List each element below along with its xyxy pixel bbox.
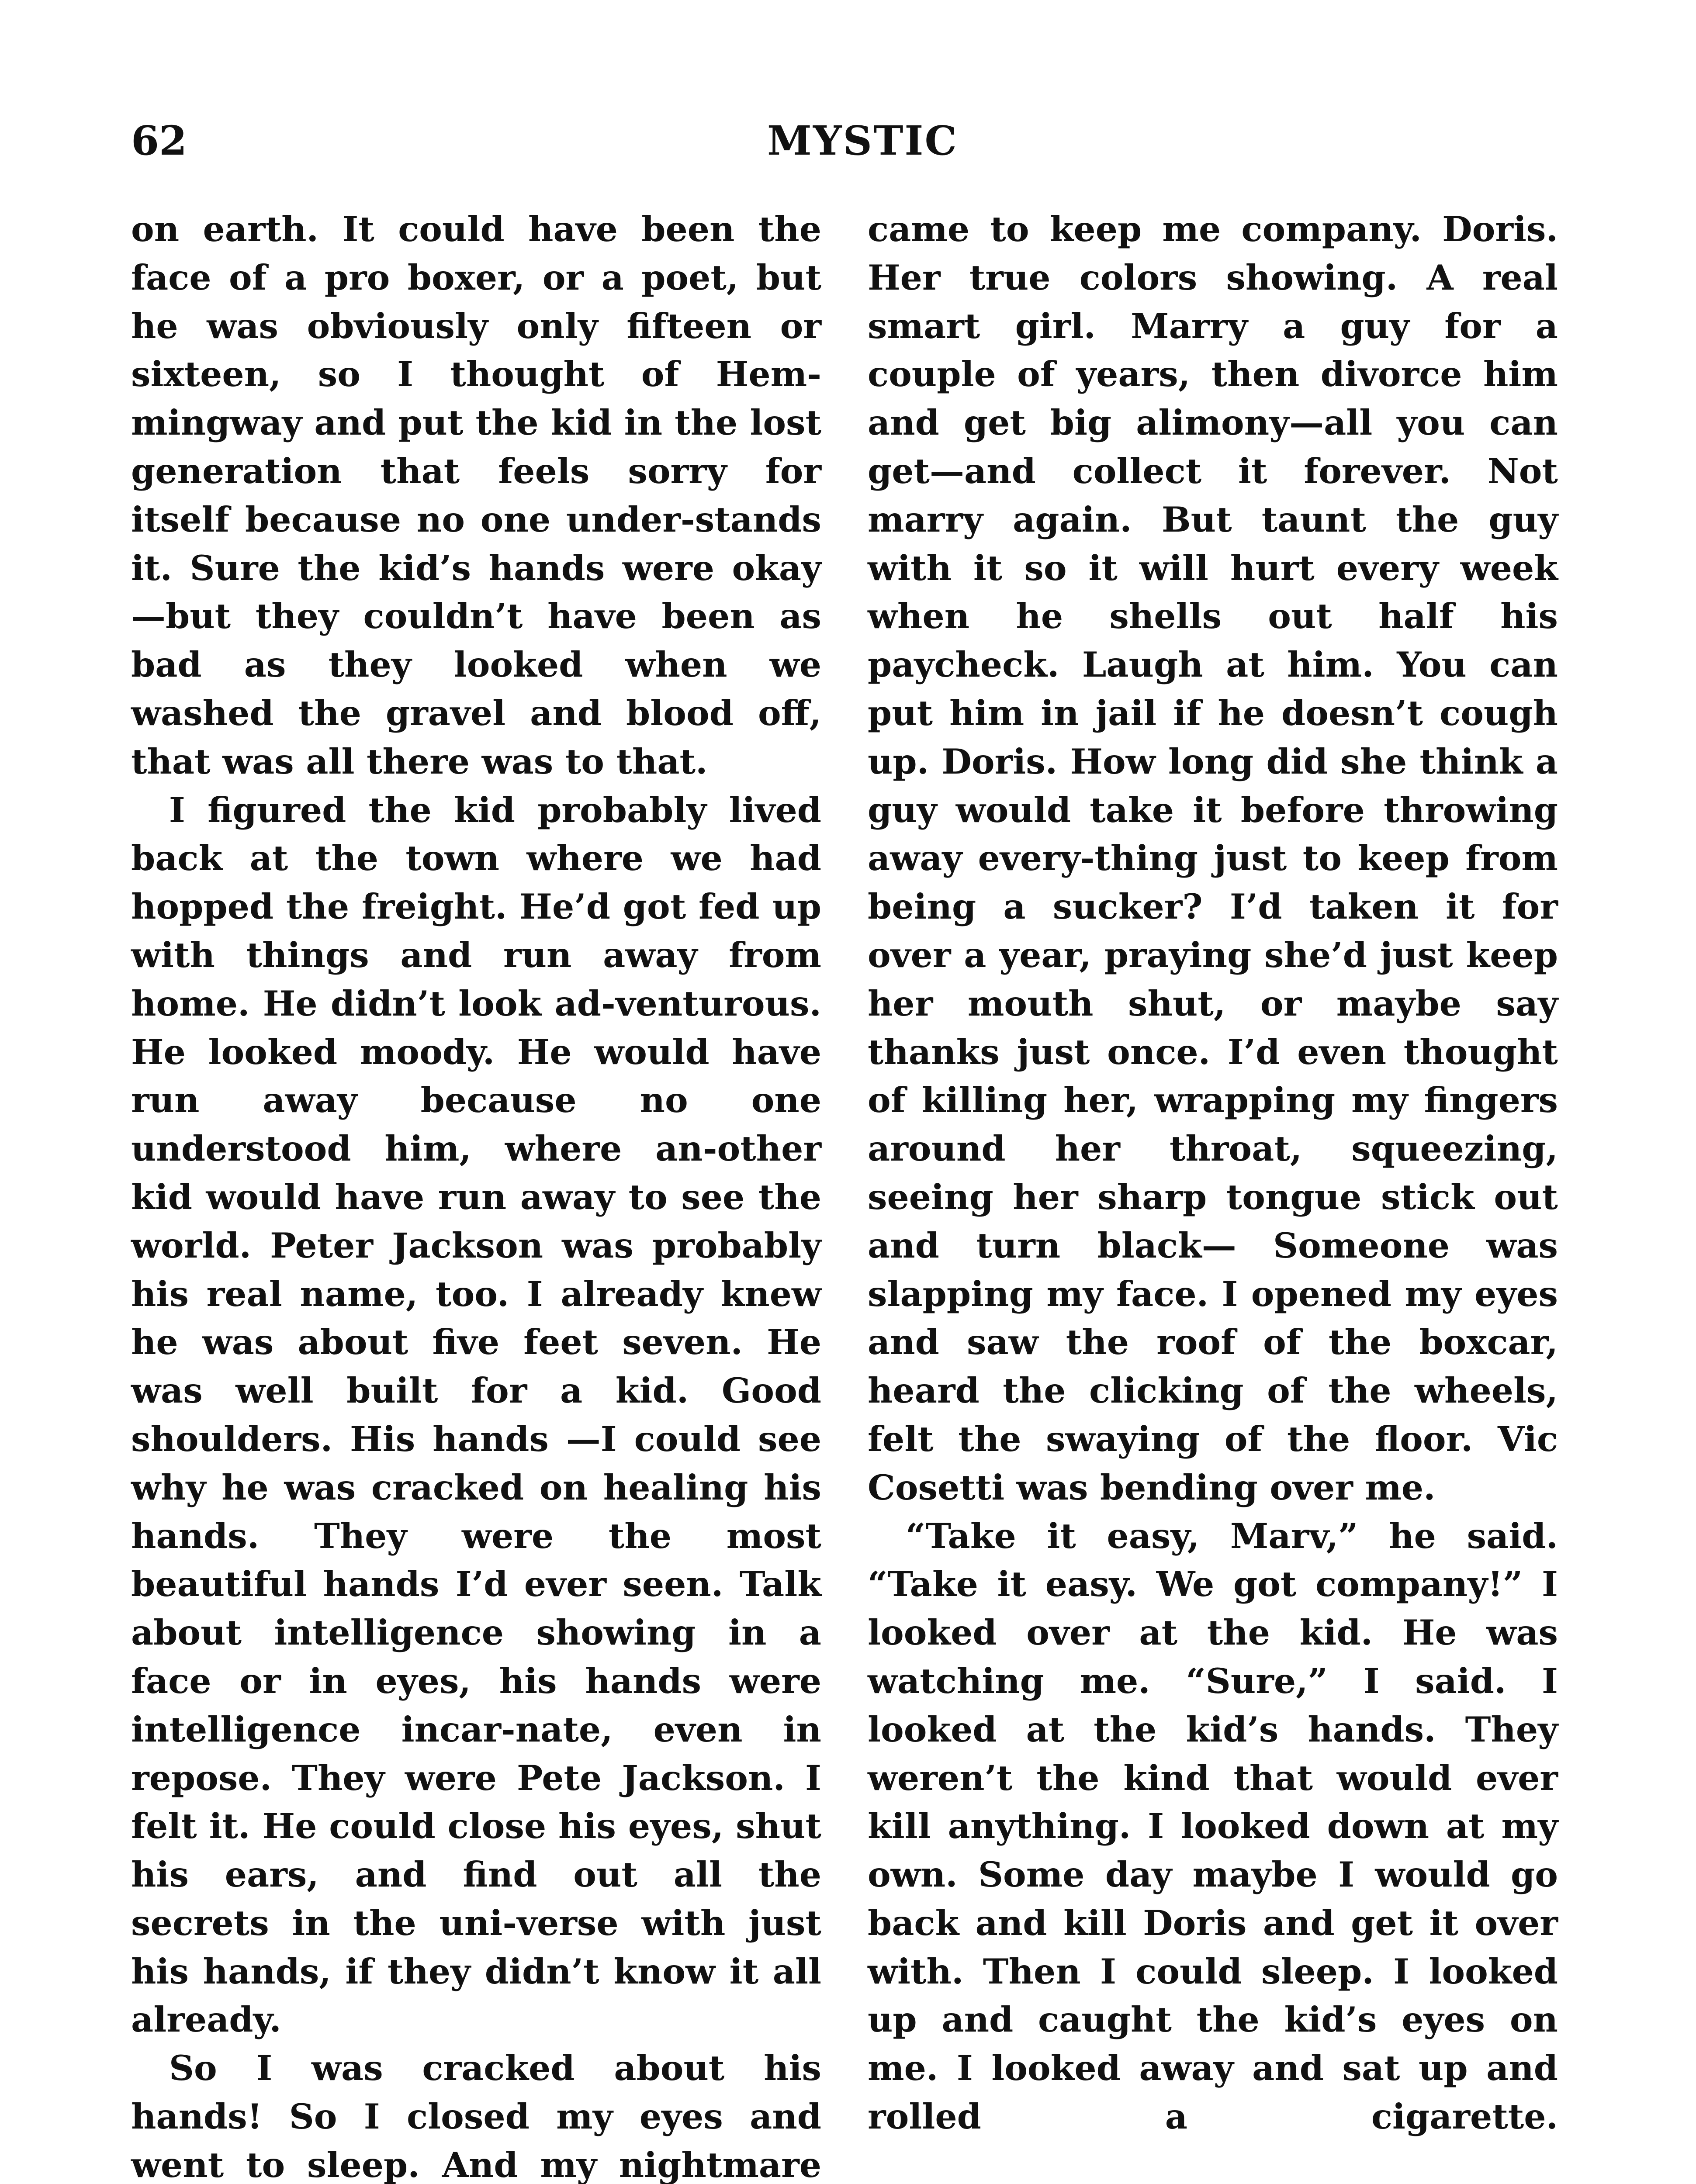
left-paragraph-3: So I was cracked about his hands! So I closed my eyes and went to sleep. And my nightmare — [131, 2048, 821, 2184]
left-paragraph-2: I figured the kid probably lived back at the town where we had hopped the freight. He’d got fed up with things and run away from home. He didn’t look ad-venturous. He looked moody. He would have run away because no one understood him, where an-other kid would have run away to see the world. Peter Jackson was probably his real name, too. I already knew he was about five feet seven. He was well built for a kid. Good shoulders. His hands —I could see why he was cracked on healing his hands. They were the most beautiful hands I’d ever seen. Talk about intelligence showing in a face or in eyes, his hands were intelligence incar-nate, even in repose. They were Pete Jackson. I felt it. He could close his eyes, shut his ears, and find out all the secrets in the uni-verse with just his hands, if they didn’t know it all already. — [131, 789, 821, 2040]
left-paragraph-1: on earth. It could have been the face of a pro boxer, or a poet, but he was obviously only fifteen or sixteen, so I thought of Hem-mingway and put the kid in the lost generation that feels sorry for itself because no one under-stands it. Sure the kid’s hands were okay—but they couldn’t have been as bad as they looked when we washed the gravel and blood off, that was all there was to that. — [131, 209, 821, 782]
right-paragraph-2: “Take it easy, Marv,” he said. “Take it easy. We got company!” I looked over at the kid. He was watching me. “Sure,” I said. I looked at the kid’s hands. They weren’t the kind that would ever kill anything. I looked down at my own. Some day maybe I would go back and kill Doris and get it over with. Then I could sleep. I looked up and caught the kid’s eyes on me. I looked away and sat up and rolled a cigarette. — [868, 1515, 1558, 2137]
page-number: 62 — [131, 117, 187, 164]
right-column — [868, 205, 1558, 2141]
running-head: MYSTIC — [767, 117, 958, 164]
right-paragraph-1: came to keep me company. Doris. Her true colors showing. A real smart girl. Marry a guy for a couple of years, then divorce him and get big alimony—all you can get—and collect it forever. Not marry again. But taunt the guy with it so it will hurt every week when he shells out half his paycheck. Laugh at him. You can put him in jail if he doesn’t cough up. Doris. How long did she think a guy would take it before throwing away every-thing just to keep from being a sucker? I’d taken it for over a year, praying she’d just keep her mouth shut, or maybe say thanks just once. I’d even thought of killing her, wrapping my fingers around her throat, squeezing, seeing her sharp tongue stick out and turn black— Someone was slapping my face. I opened my eyes and saw the roof of the boxcar, heard the clicking of the wheels, felt the swaying of the floor. Vic Cosetti was bending over me. — [868, 209, 1558, 1508]
left-column — [131, 205, 821, 2184]
